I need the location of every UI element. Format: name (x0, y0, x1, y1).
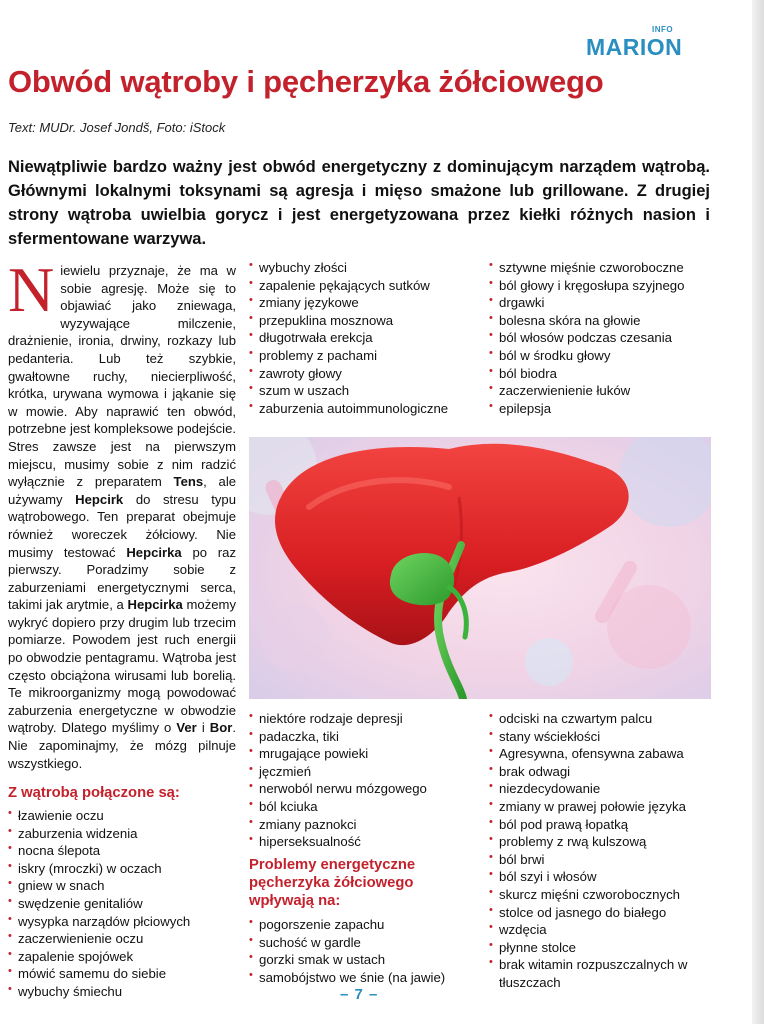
list-item: • ból w środku głowy (489, 347, 709, 365)
article-lead: Niewątpliwie bardzo ważny jest obwód energetyczny z dominującym narządem wątrobą. Głównymi lokalnymi toksynami są agresja i mięso smażone lub grillowane. Z drugiej strony wątroba uwielbia gorycz i jest energetyzowana przez kiełki różnych nasion i sfermentowane warzywa. (8, 158, 710, 248)
list-item: • ból pod prawą łopatką (489, 816, 711, 834)
list-item: • ból głowy i kręgosłupa szyjnego (489, 277, 709, 295)
list-item: • epilepsja (489, 400, 709, 418)
list-item: • brak odwagi (489, 763, 711, 781)
list-item: • płynne stolce (489, 939, 711, 957)
list-item: • zawroty głowy (249, 365, 481, 383)
list-item: • wybuchy śmiechu (8, 983, 240, 1001)
gallbladder-symptom-list (249, 916, 481, 986)
list-item: • łzawienie oczu (8, 807, 240, 825)
drop-cap: N (8, 254, 55, 325)
list-item: • nocna ślepota (8, 842, 240, 860)
liver-symptom-list-continued (249, 259, 481, 417)
list-item: • sztywne mięśnie czworoboczne (489, 259, 709, 277)
list-item: • brak witamin rozpuszczalnych w tłuszczach (489, 956, 711, 991)
list-item: • gniew w snach (8, 877, 240, 895)
logo-name: MARION (586, 34, 683, 60)
list-item: • nerwoból nerwu mózgowego (249, 780, 481, 798)
page-edge-shadow (752, 0, 764, 1024)
list-item: • gorzki smak w ustach (249, 951, 481, 969)
article-title: Obwód wątroby i pęcherzyka żółciowego (8, 64, 604, 99)
list-item: • ból włosów podczas czesania (489, 329, 709, 347)
list-item: • ból szyi i włosów (489, 868, 711, 886)
list-item: • ból kciuka (249, 798, 481, 816)
list-item: • zaburzenia autoimmunologiczne (249, 400, 481, 418)
list-item: • mrugające powieki (249, 745, 481, 763)
list-item: • zaburzenia widzenia (8, 825, 240, 843)
list-item: • długotrwała erekcja (249, 329, 481, 347)
logo-info: INFO (652, 25, 674, 34)
list-item: • zmiany językowe (249, 294, 481, 312)
list-item: • problemy z pachami (249, 347, 481, 365)
list-item: • stolce od jasnego do białego (489, 904, 711, 922)
list-item: • szum w uszach (249, 382, 481, 400)
list-item: • skurcz mięśni czworobocznych (489, 886, 711, 904)
liver-symptom-list-col3 (489, 259, 709, 417)
list-item: • jęczmień (249, 763, 481, 781)
list-item: • pogorszenie zapachu (249, 916, 481, 934)
list-item: • niezdecydowanie (489, 780, 711, 798)
list-item: • zaczerwienienie łuków (489, 382, 709, 400)
list-item: • padaczka, tiki (249, 728, 481, 746)
list-item: • iskry (mroczki) w oczach (8, 860, 240, 878)
list-item: • odciski na czwartym palcu (489, 710, 711, 728)
list-item: • wybuchy złości (249, 259, 481, 277)
article-credit: Text: MUDr. Josef Jondš, Foto: iStock (8, 120, 226, 135)
list-item: • bolesna skóra na głowie (489, 312, 709, 330)
list-item: • problemy z rwą kulszową (489, 833, 711, 851)
list-item: • hiperseksualność (249, 833, 481, 851)
list-item: • zmiany paznokci (249, 816, 481, 834)
list-item: • przepuklina mosznowa (249, 312, 481, 330)
liver-illustration (249, 437, 711, 699)
article-body: Niewielu przyznaje, że ma w sobie agresję. Może się to objawiać jako zniewaga, wyzywające milczenie, drażnienie, ironia, drwiny, rozkazy lub pedanteria. Lub też szybkie, gwałtowne ruchy, niecierpliwość, krótka, urywana wymowa i jąkanie się w mowie. Aby naprawić ten obwód, potrzebne jest kompleksowe podejście. Stres zawsze jest na pierwszym miejscu, musimy sobie z nim radzić wyłącznie z preparatem Tens, ale używamy Hepcirk do stresu typu wątrobowego. Ten preparat obejmuje również woreczek żółciowy. Nie musimy testować Hepcirka po raz pierwszy. Poradzimy sobie z zaburzeniami energetycznymi serca, takimi jak arytmie, a Hepcirka możemy wykryć dopiero przy drugim lub trzecim pomiarze. Powodem jest ruch energii po obwodzie pentagramu. Wątroba jest często obciążona wirusami lub borelią. Te mikroorganizmy mogą powodować zaburzenia energetyczne w obwodzie wątroby. Dlatego myślimy o Ver i Bor. Nie zapominajmy, że mózg pilnuje wszystkiego. (8, 254, 237, 771)
gallbladder-list-heading: Problemy energetyczne pęcherzyka żółciowego wpływają na: (249, 857, 416, 909)
list-item: • suchość w gardle (249, 934, 481, 952)
list-item: • swędzenie genitaliów (8, 895, 240, 913)
liver-symptom-list-col2-bottom (249, 710, 481, 851)
list-item: • zmiany w prawej połowie języka (489, 798, 711, 816)
list-item: • stany wściekłości (489, 728, 711, 746)
magazine-logo (586, 22, 716, 62)
list-item: • wzdęcia (489, 921, 711, 939)
page-number: – 7 – (340, 986, 379, 1003)
list-item: • niektóre rodzaje depresji (249, 710, 481, 728)
list-item: • mówić samemu do siebie (8, 965, 240, 983)
liver-list-heading: Z wątrobą połączone są: (8, 785, 180, 801)
list-item: • ból biodra (489, 365, 709, 383)
list-item: • Agresywna, ofensywna zabawa (489, 745, 711, 763)
list-item: • samobójstwo we śnie (na jawie) (249, 969, 481, 987)
list-item: • ból brwi (489, 851, 711, 869)
list-item: • zapalenie pękających sutków (249, 277, 481, 295)
list-item: • zapalenie spojówek (8, 948, 240, 966)
liver-symptom-list (8, 807, 240, 1001)
list-item: • zaczerwienienie oczu (8, 930, 240, 948)
list-item: • drgawki (489, 294, 709, 312)
gallbladder-symptom-list-col3 (489, 710, 711, 992)
liver-image (249, 437, 711, 699)
list-item: • wysypka narządów płciowych (8, 913, 240, 931)
